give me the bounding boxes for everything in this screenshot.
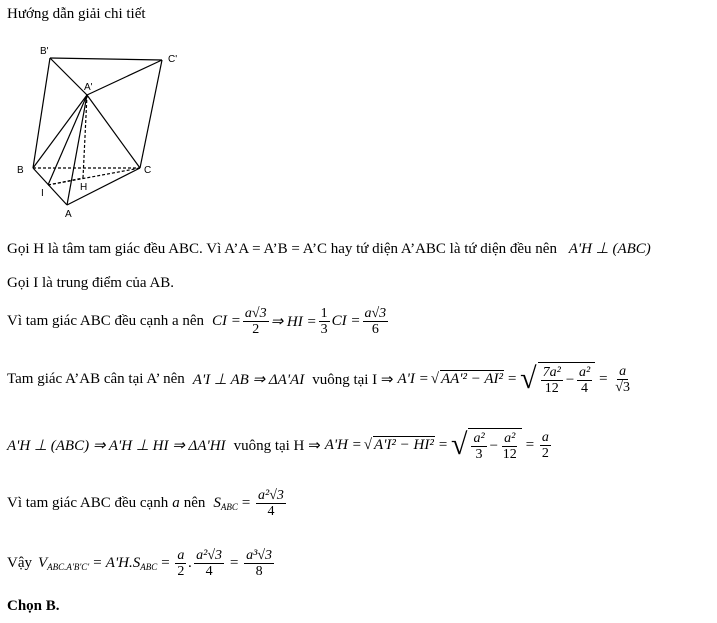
line-4-text2: vuông tại I ⇒ — [312, 371, 394, 388]
line-1-math: A'H ⊥ — [568, 241, 609, 257]
line-6-text1: Vì tam giác ABC đều cạnh — [7, 495, 169, 512]
line-7 — [7, 548, 276, 580]
line-5-eq: = — [524, 436, 535, 453]
line-6-text2: nên — [183, 495, 206, 512]
line-7-eq: = — [160, 555, 171, 572]
line-7-frac-2: $\frac{\text{a²√3}}{4}$ — [196, 548, 223, 580]
line-5-text: vuông tại H ⇒ — [233, 437, 321, 454]
edge-CpAp — [87, 60, 162, 95]
heading: Hướng dẫn giải chi tiết — [7, 6, 146, 22]
label-C: C — [144, 165, 152, 176]
label-Bp: B' — [40, 46, 49, 57]
edge-BpB — [33, 58, 50, 168]
line-5-radicand: $\frac{\text{a²}}{3}$ − $\frac{\text{a²}}{12}$ — [468, 428, 521, 463]
line-3-ci: CI = — [212, 313, 241, 330]
line-7-m1: = $A'H.S_{ABC}$ — [92, 555, 158, 573]
line-3 — [7, 306, 390, 338]
line-1 — [7, 239, 651, 258]
line-6-s: $S_{ABC}$ — [213, 495, 238, 513]
edge-IH-hidden — [48, 178, 83, 185]
line-4-m4: = — [507, 370, 518, 387]
edge-CpC — [140, 60, 162, 168]
line-3-frac-2: $\frac{1}{3}$ — [320, 306, 328, 338]
line-4-m2: A'I = — [397, 370, 429, 387]
line-1-text: Gọi H là tâm tam giác đều ABC. Vì A’A = A’B = A’C hay tứ diện A’ABC là tứ diện đều nên — [7, 241, 557, 257]
line-4-m3: AA'² − AI² — [440, 371, 504, 388]
line-7-frac-1: $\frac{a}{2}$ — [177, 548, 185, 580]
line-6 — [7, 488, 288, 520]
line-7-dot: . — [188, 555, 193, 572]
line-6-frac: $\frac{\text{a²√3}}{4}$ — [258, 488, 284, 520]
line-3-arrow: ⇒ HI = — [270, 314, 317, 331]
label-H: H — [80, 182, 88, 193]
label-Ap: A' — [84, 82, 93, 93]
edge-BpCp — [50, 58, 162, 60]
line-5-m3: A'I² − HI² — [374, 437, 434, 454]
line-7-eq2: = — [229, 555, 240, 572]
line-7-v: $V_{ABC.A'B'C'}$ — [38, 555, 90, 573]
line-4-frac-result: $\frac{a}{√3}$ — [615, 363, 630, 395]
line-3-ci2: CI = — [331, 313, 361, 330]
edge-IC-hidden — [48, 168, 140, 185]
line-5: A'H ⊥ (ABC) ⇒ A'H ⊥ HI ⇒ ΔA'HI vuông tại H ⇒ A'H = √ A'I² − HI² = √ $\frac{\text{a²}}{3}$ − $\frac{\text{a²}}{12}$ = $\frac{a}{2}$ — [7, 428, 549, 463]
label-Cp: C' — [168, 54, 178, 65]
line-5-m2: A'H = — [324, 436, 362, 453]
line-4-radicand: $\frac{\text{7a²}}{12}$ − $\frac{\text{a²}}{4}$ — [538, 362, 596, 397]
line-2: Gọi I là trung điểm của AB. — [7, 275, 175, 291]
label-I: I — [41, 188, 44, 199]
edge-AC — [67, 168, 140, 205]
line-3-frac-1: $\frac{a√3}{2}$ — [244, 306, 267, 338]
line-6-eq: = — [240, 495, 252, 512]
line-1-paren: (ABC) — [612, 241, 651, 257]
line-4-text1: Tam giác A’AB cân tại A’ nên — [7, 370, 185, 387]
line-4-m1: A'I ⊥ AB ⇒ ΔA'AI — [192, 371, 305, 388]
edge-BA — [33, 168, 67, 205]
line-3-frac-3: $\frac{a√3}{6}$ — [364, 306, 387, 338]
line-5-m4: = — [437, 436, 448, 453]
line-3-text: Vì tam giác ABC đều cạnh a nên — [7, 313, 205, 330]
line-6-a: a — [172, 495, 180, 512]
label-A: A — [65, 209, 72, 220]
edge-BpAp — [50, 58, 87, 95]
line-7-frac-3: $\frac{\text{a³√3}}{8}$ — [246, 548, 273, 580]
line-5-m1: A'H ⊥ (ABC) ⇒ A'H ⊥ HI ⇒ ΔA'HI — [7, 437, 226, 454]
label-B: B — [17, 165, 24, 176]
edge-ApC — [87, 95, 140, 168]
prism-figure — [10, 40, 190, 225]
line-4: Tam giác A’AB cân tại A’ nên A'I ⊥ AB ⇒ ΔA'AI vuông tại I ⇒ A'I = √ AA'² − AI² = √ $\frac{\text{7a²}}{12}$ − $\frac{\text{a²}}{4}$ = $\frac{a}{√3}$ — [7, 362, 630, 397]
line-5-frac-result: $\frac{a}{2}$ — [541, 429, 549, 461]
line-4-eq: = — [598, 370, 609, 387]
answer: Chọn B. — [7, 598, 60, 614]
line-7-text: Vậy — [7, 555, 32, 572]
